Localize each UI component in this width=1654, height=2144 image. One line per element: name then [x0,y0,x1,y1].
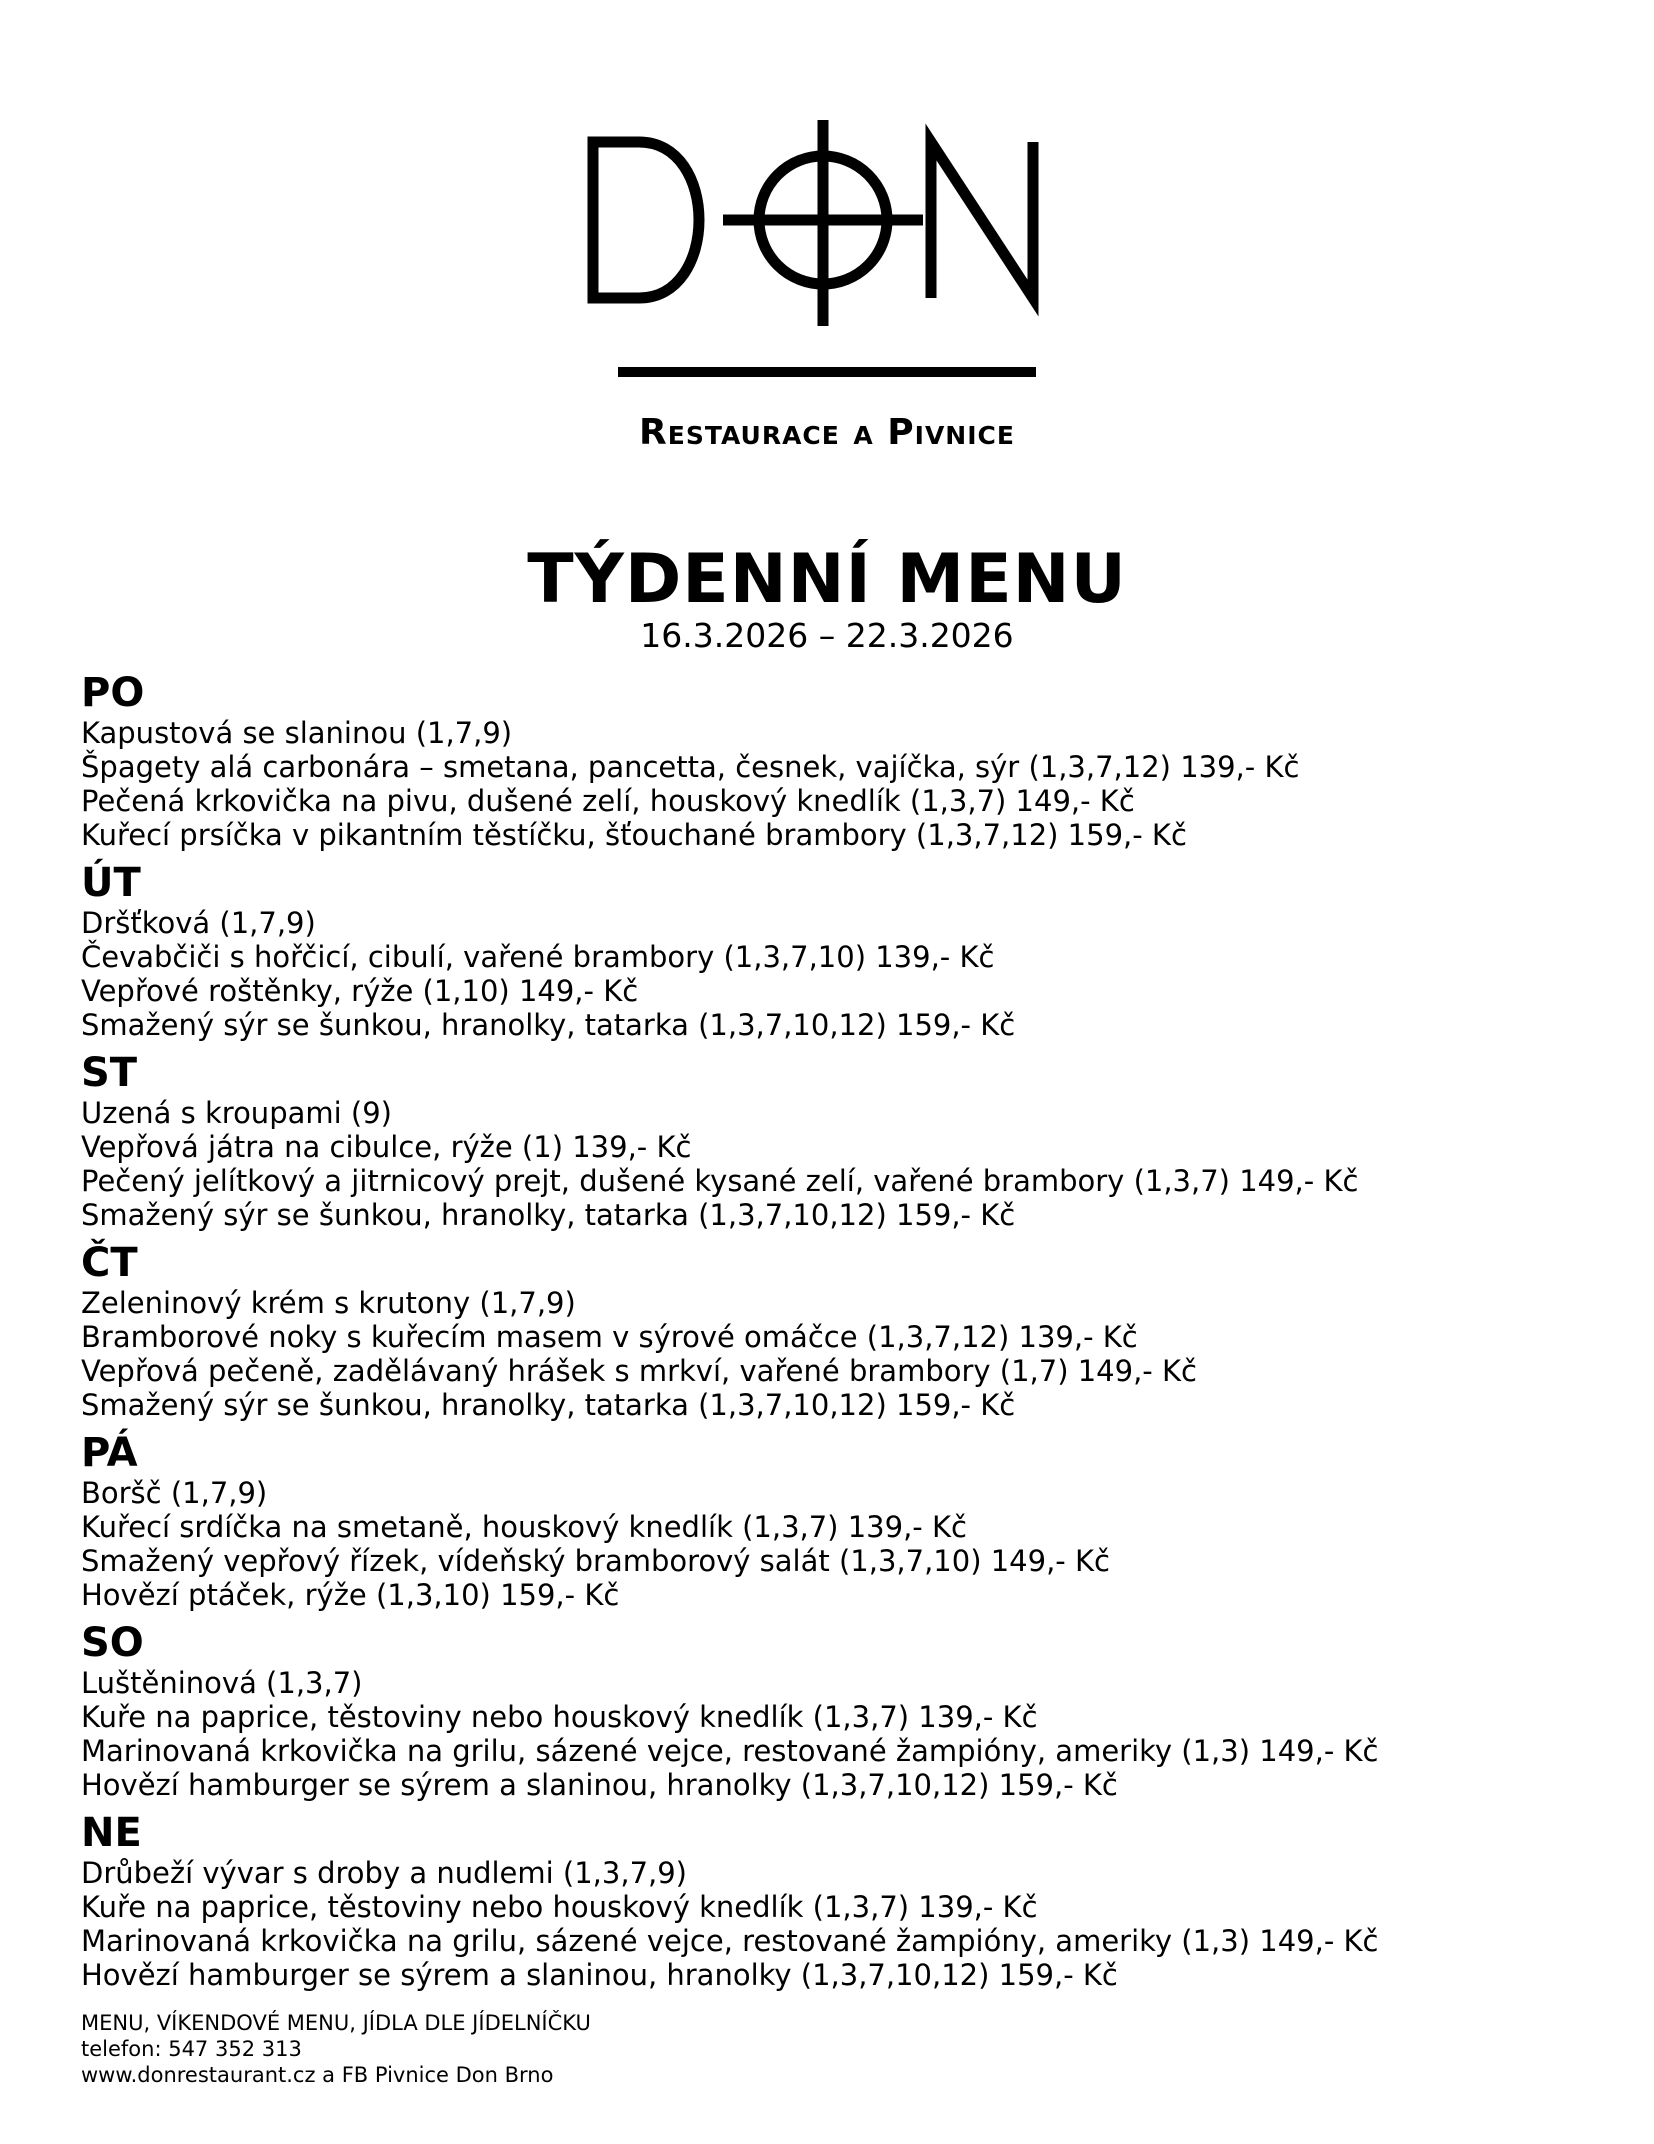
dish-item: Hovězí hamburger se sýrem a slaninou, hranolky (1,3,7,10,12) 159,- Kč [81,1958,1118,1992]
dish-item: Uzená s kroupami (9) [81,1096,392,1130]
dish-item: Kuře na paprice, těstoviny nebo houskový knedlík (1,3,7) 139,- Kč [81,1700,1038,1734]
logo-letter-n [931,142,1033,298]
dish-item: Pečený jelítkový a jitrnicový prejt, dušené kysané zelí, vařené brambory (1,3,7) 149,- Kč [81,1164,1359,1198]
dish-item: Pečená krkovička na pivu, dušené zelí, houskový knedlík (1,3,7) 149,- Kč [81,784,1135,818]
dish-item: Čevabčiči s hořčicí, cibulí, vařené brambory (1,3,7,10) 139,- Kč [81,940,995,974]
dish-item: Dršťková (1,7,9) [81,906,316,940]
day-name: ST [81,1050,138,1096]
weekly-menu [81,670,1621,2000]
title-block [0,538,1654,656]
dish-item: Kapustová se slaninou (1,7,9) [81,716,513,750]
dish-item: Smažený sýr se šunkou, hranolky, tatarka (1,3,7,10,12) 159,- Kč [81,1388,1016,1422]
dish-item: Smažený sýr se šunkou, hranolky, tatarka (1,3,7,10,12) 159,- Kč [81,1198,1016,1232]
dish-item: Smažený sýr se šunkou, hranolky, tatarka (1,3,7,10,12) 159,- Kč [81,1008,1016,1042]
dish-item: Marinovaná krkovička na grilu, sázené vejce, restované žampióny, ameriky (1,3) 149,- Kč [81,1924,1379,1958]
day-name: PÁ [81,1430,138,1476]
don-logo-icon [577,110,1077,460]
day-section [81,1620,1621,1802]
dish-item: Vepřové roštěnky, rýže (1,10) 149,- Kč [81,974,639,1008]
dish-item: Hovězí hamburger se sýrem a slaninou, hranolky (1,3,7,10,12) 159,- Kč [81,1768,1118,1802]
dish-item: Luštěninová (1,3,7) [81,1666,363,1700]
dish-item: Špagety alá carbonára – smetana, pancetta, česnek, vajíčka, sýr (1,3,7,12) 139,- Kč [81,750,1300,784]
logo-subtitle: Restaurace a Pivnice [639,412,1015,453]
day-name: ČT [81,1240,138,1286]
footer-phone: telefon: 547 352 313 [81,2037,302,2061]
dish-item: Vepřová játra na cibulce, rýže (1) 139,- Kč [81,1130,692,1164]
restaurant-logo [0,110,1654,460]
dish-item: Kuře na paprice, těstoviny nebo houskový knedlík (1,3,7) 139,- Kč [81,1890,1038,1924]
day-section [81,860,1621,1042]
dish-item: Zeleninový krém s krutony (1,7,9) [81,1286,576,1320]
page-title: TÝDENNÍ MENU [527,540,1127,619]
dish-item: Bramborové noky s kuřecím masem v sýrové omáčce (1,3,7,12) 139,- Kč [81,1320,1138,1354]
day-name: NE [81,1810,142,1856]
footer [81,2010,591,2088]
day-section [81,1050,1621,1232]
dish-item: Hovězí ptáček, rýže (1,3,10) 159,- Kč [81,1578,620,1612]
dish-item: Kuřecí prsíčka v pikantním těstíčku, šťouchané brambory (1,3,7,12) 159,- Kč [81,818,1187,852]
dish-item: Marinovaná krkovička na grilu, sázené vejce, restované žampióny, ameriky (1,3) 149,- Kč [81,1734,1379,1768]
logo-letter-d [593,142,699,298]
day-section [81,670,1621,852]
footer-website: www.donrestaurant.cz a FB Pivnice Don Brno [81,2063,554,2087]
dish-item: Boršč (1,7,9) [81,1476,268,1510]
date-range: 16.3.2026 – 22.3.2026 [640,616,1014,655]
logo-divider [618,367,1036,377]
day-section [81,1430,1621,1612]
dish-item: Kuřecí srdíčka na smetaně, houskový knedlík (1,3,7) 139,- Kč [81,1510,967,1544]
day-name: PO [81,670,145,716]
dish-item: Smažený vepřový řízek, vídeňský bramborový salát (1,3,7,10) 149,- Kč [81,1544,1110,1578]
dish-item: Vepřová pečeně, zadělávaný hrášek s mrkví, vařené brambory (1,7) 149,- Kč [81,1354,1197,1388]
day-name: ÚT [81,860,141,906]
day-name: SO [81,1620,144,1666]
day-section [81,1240,1621,1422]
dish-item: Drůbeží vývar s droby a nudlemi (1,3,7,9) [81,1856,687,1890]
day-section [81,1810,1621,1992]
footer-services: MENU, VÍKENDOVÉ MENU, JÍDLA DLE JÍDELNÍČKU [81,2011,591,2035]
